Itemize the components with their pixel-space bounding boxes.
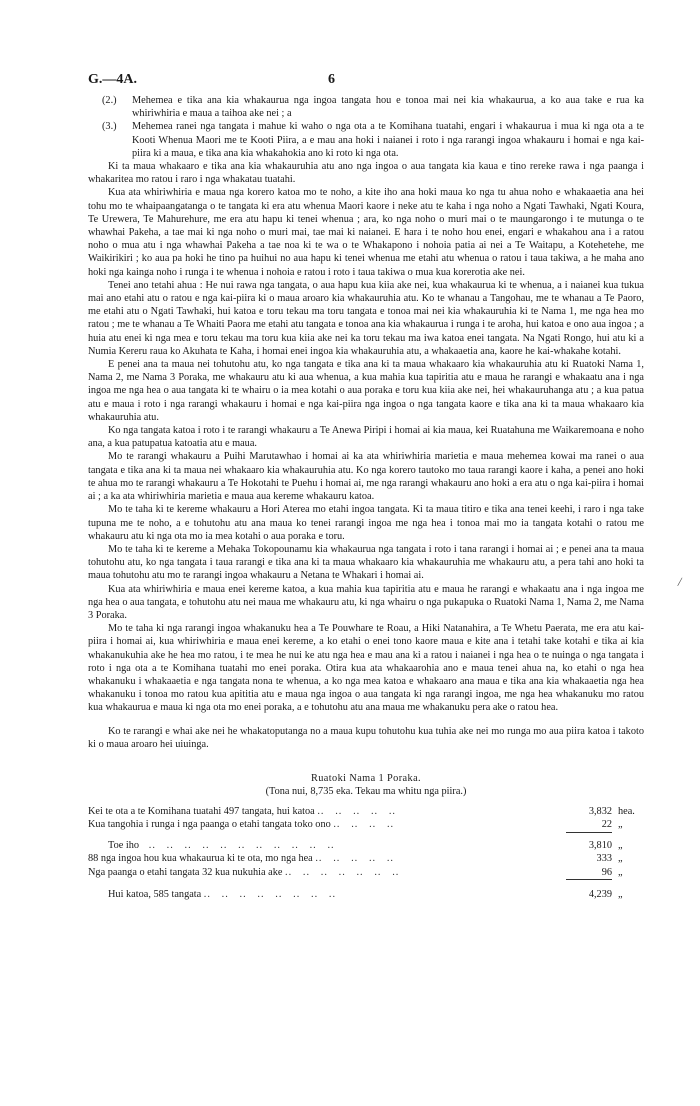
paragraph: Kua ata whiriwhiria e maua nga korero katoa mo te noho, a kite iho ana hoki maua ko nga tu ahua noho e whakaaetia ana hei tohu mo te whaipaangatanga o te tangata ki era atu whenua Maori kaore i neke atu te kaha i nga noho a Ngati Tawhaki, Ngati Koura, Te Urewera, Te Mahurehure, me era atu hapu ki tenei whenua ; ara, ko nga noho o muri mai o te maungarongo i te mutunga o te whawhai Pakeha, a tae mai ki nga noho o muri mai, tae mai ki naianei. E hara i te noho hou enei, engari e whakahou ana i a ratou noho o mua atu i nga whawhai Pakeha a tae noa ki te wa o te Whakapono i nohoia patia ai nei a Te Waitapu, a Kotehetehe, me Waikirikiri ; ko aua pa hoki he tino pa huihui no aua hapu ki tenei whenua me etahi atu whenua o ratou i taua takiwa, a he maha ano hoki nga kainga noho i runga i te whenua i nohoia e ratou i roto i taua takiwa o mua kua korerotia ake nei. xyxy=(88,187,644,278)
paragraph: Tenei ano tetahi ahua : He nui rawa nga tangata, o aua hapu kua kiia ake nei, kua whakaurua ki te whenua, a i naianei kua tukua mai ano etahi atu o ratou e nga kai-piira ki o maua aroaro kia whakauruhia atu. Ko te whanau a Tangohau, me te whanau a Te Paoro, me etahi atu o Ngati Tawhaki, hui katoa e toru tekau ma toru tangata e tonoa mai nei kia whakauruhia ki te Nama 1, me nga hea mo ratou ; me te whanau a Te Whaiti Paora me etahi atu tangata e tonoa ana kia whakaurua i runga i te aroha, hui katoa e ono aua ingoa ; a huia atu enei ki nga mea e toru tekau ma toru kua kiia ake nei ka toru tekau ma iwa katoa enei tangata. Na Ngati Rongo, hui atu ki a Numia Kereru raua ko Akuhata te Kaha, i homai enei ingoa kia whakauruhia atu, a whakaaetia ana, kaore he kai-whakahe kotahi. xyxy=(88,279,644,357)
paragraph: Ko nga tangata katoa i roto i te rarangi whakauru a Te Anewa Piripi i homai ai kia maua, kei Ruatahuna me Waikaremoana e noho ana, a kua patupatua katoatia atu e maua. xyxy=(88,425,644,450)
leader-dots: .. .. .. .. .. .. .. .. xyxy=(203,888,337,900)
row-unit: „ xyxy=(618,888,623,900)
document-reference: G.—4A. xyxy=(88,72,137,87)
row-value: 3,810 xyxy=(588,839,612,851)
leader-dots: .. .. .. .. .. xyxy=(315,853,394,865)
row-unit: „ xyxy=(618,819,623,831)
paragraph: Ki ta maua whakaaro e tika ana kia whakauruhia atu ano nga ingoa o aua tangata kia kaua e tino rereke rawa i nga paanga i whakaritea mo ratou i raro i nga whakatau tuatahi. xyxy=(88,161,644,186)
table-row xyxy=(88,818,644,832)
row-label: Toe iho xyxy=(108,839,140,851)
table-row xyxy=(88,852,644,865)
page-header xyxy=(88,72,644,94)
paragraph: Mo te rarangi whakauru a Puihi Marutawhao i homai ai ka ata whiriwhiria marietia e maua mehemea kowai ma ranei o aua tangata e tika ana ki ta maua nei whakaaro kia whakauruhia atu. Ko nga korero tautoko mo taua rarangi kaore i kaha, a penei ano hoki te ahua mo te rarangi whakauru a Te Hokotahi te Puehu i homai ai, me nga rarangi whakauru ano hoki a era atu o nga kai-piira i homai ai ; a ka ata whiriwhiria marietia e maua aua kereme whakauru katoa. xyxy=(88,451,644,503)
closing-paragraph: Ko te rarangi e whai ake nei he whakatoputanga no a maua kupu tohutohu kua tuhia ake nei mo runga mo aua piira katoa i takoto ki o maua aroaro hei uiuinga. xyxy=(88,725,644,750)
condition-text: Mehemea ranei nga tangata i mahue ki waho o nga ota a te Komihana tuatahi, engari i whakaurua i mua ki nga ota a te Kooti Whenua Maori me te Kooti Piira, a e mau ana hoki i naianei i roto i nga rarangi ingoa whakauru i homai e nga kai-piira ki a maua, e tika ana kia whakahokia ano ki roto ki nga ota. xyxy=(132,121,644,159)
leader-dots: .. .. .. .. xyxy=(333,819,395,831)
paragraph: Mo te taha ki nga rarangi ingoa whakanuku hea a Te Pouwhare te Roau, a Hiki Natanahira, a Te Whetu Paerata, me era atu kai-piira i homai ai, kua whiriwhiria e maua enei kereme, a ko etahi o enei tono kaore maua e kite ana i tetahi take kotahi e tika ai kia whakanukuhia ake he hea mo ratou, i te mea he nui ke atu nga hea e mau ana ki a ratou i naianei i nga hea o te nuinga o nga tangata i roto i nga ota a te Komihana tuatahi mo enei poraka. Otira kua ata whakaarohia ano e maua tenei ahua na, ko etahi o nga hea whakanuku i whakaaetia e nga tangata nona te whenua, a ko nga mea katoa e whakaaro ana maua e tika ana kia whakaaetia nga hea whakanuku i tonoa mo ratou kua apititia atu e maua nga ingoa o aua tangata ki nga rarangi ingoa, me nga hea whakanuku mo ratou kua whakaurua e maua ki nga ota mo enei poraka, a e tohutohu atu ana maua me whakanuku pera ake o ratou hea. xyxy=(88,623,644,714)
paragraph: Mo te taha ki te kereme whakauru a Hori Aterea mo etahi ingoa tangata. Ki ta maua titiro e tika ana tenei keehi, i raro i nga take tupuna me te noho, a e tohutohu atu ana maua ko tenei rarangi ingoa me nga hea i tonoa mai mo ia tangata kotahi o ratou me whakauru atu ki nga ota mo ia mea kotahi o aua poraka e toru. xyxy=(88,504,644,542)
row-label: Nga paanga o etahi tangata 32 kua nukuhia ake xyxy=(88,866,283,878)
row-value: 22 xyxy=(566,818,612,832)
table-row xyxy=(88,805,644,818)
row-value: 3,832 xyxy=(588,805,612,817)
row-value: 96 xyxy=(566,866,612,880)
table-subtitle: (Tona nui, 8,735 eka. Tekau ma whitu nga piira.) xyxy=(265,785,467,797)
condition-item xyxy=(88,120,644,160)
condition-item xyxy=(88,94,644,120)
body-text xyxy=(88,94,644,751)
shares-table xyxy=(88,805,644,901)
table-title: Ruatoki Nama 1 Poraka. xyxy=(310,772,422,784)
row-label: 88 nga ingoa hou kua whakaurua ki te ota, mo nga hea xyxy=(88,853,313,865)
row-value: 4,239 xyxy=(588,888,612,900)
table-row-total xyxy=(88,888,644,901)
leader-dots: .. .. .. .. .. .. .. .. .. .. .. xyxy=(141,839,335,851)
row-unit: „ xyxy=(618,839,623,851)
condition-text: Mehemea e tika ana kia whakaurua nga ingoa tangata hou e tonoa mai nei kia whakaurua, a ko aua take e rua ka whiriwhiria e maua a taihoa ake nei ; a xyxy=(132,95,644,120)
leader-dots: .. .. .. .. .. xyxy=(317,805,396,817)
row-label: Kua tangohia i runga i nga paanga o etahi tangata toko ono xyxy=(88,819,331,831)
table-row xyxy=(88,839,644,852)
paragraph: Kua ata whiriwhiria e maua enei kereme katoa, a kua mahia kua tapiritia atu e maua he rarangi e whakaatu ana i nga ingoa me nga hea o aua tangata, e tohutohu atu nei maua me whakauru atu, ki nga whairu o nga pukapuka o Ruatoki Nama 1, Nama 2, me Nama 3 Poraka. xyxy=(88,583,644,621)
paragraph: Mo te taha ki te kereme a Mehaka Tokopounamu kia whakaurua nga tangata i roto i tana rarangi i homai ai ; e penei ana ta maua tohutohu atu, ko nga tangata i taua rarangi e tika ana ki ta maua whakaaro kia whakauruhia me whakauru atu, a pera tahi ano hoki ta maua tohutohu atu mo te rarangi ingoa whakauru a Netana te Whakari i homai ai. xyxy=(88,543,644,582)
condition-label: (3.) xyxy=(102,121,117,133)
row-label: Hui katoa, 585 tangata xyxy=(108,888,202,900)
margin-pencil-mark: / xyxy=(676,573,683,590)
row-unit: „ xyxy=(618,866,623,878)
row-unit: „ xyxy=(618,853,623,865)
row-unit: hea. xyxy=(618,805,635,817)
table-row xyxy=(88,866,644,880)
page-number: 6 xyxy=(328,72,335,87)
leader-dots: .. .. .. .. .. .. .. xyxy=(285,866,400,878)
document-page xyxy=(88,72,644,901)
condition-label: (2.) xyxy=(102,95,117,106)
paragraph: E penei ana ta maua nei tohutohu atu, ko nga tangata e tika ana ki ta maua whakaaro kia whakauruhia atu ki Ruatoki Nama 1, Nama 2, me Nama 3 Poraka, me whakauru atu ki aua whenua, a kua mahia kua tapiritia atu e maua he rarangi e whakaatu ana i nga ingoa me nga hea o aua tangata ki te whairu o ia mea kotahi o aua poraka e toru kua kiia ake nei, hei whakauruhanga atu ; a kua patua atu e maua i roto i nga rarangi whakauru i homai e nga kai-piira nga ingoa o nga tangata kaore e tika ana ki ta maua whakaaro kia whakauruhia atu. xyxy=(88,359,644,423)
row-label: Kei te ota a te Komihana tuatahi 497 tangata, hui katoa xyxy=(88,805,315,817)
row-value: 333 xyxy=(596,853,612,865)
